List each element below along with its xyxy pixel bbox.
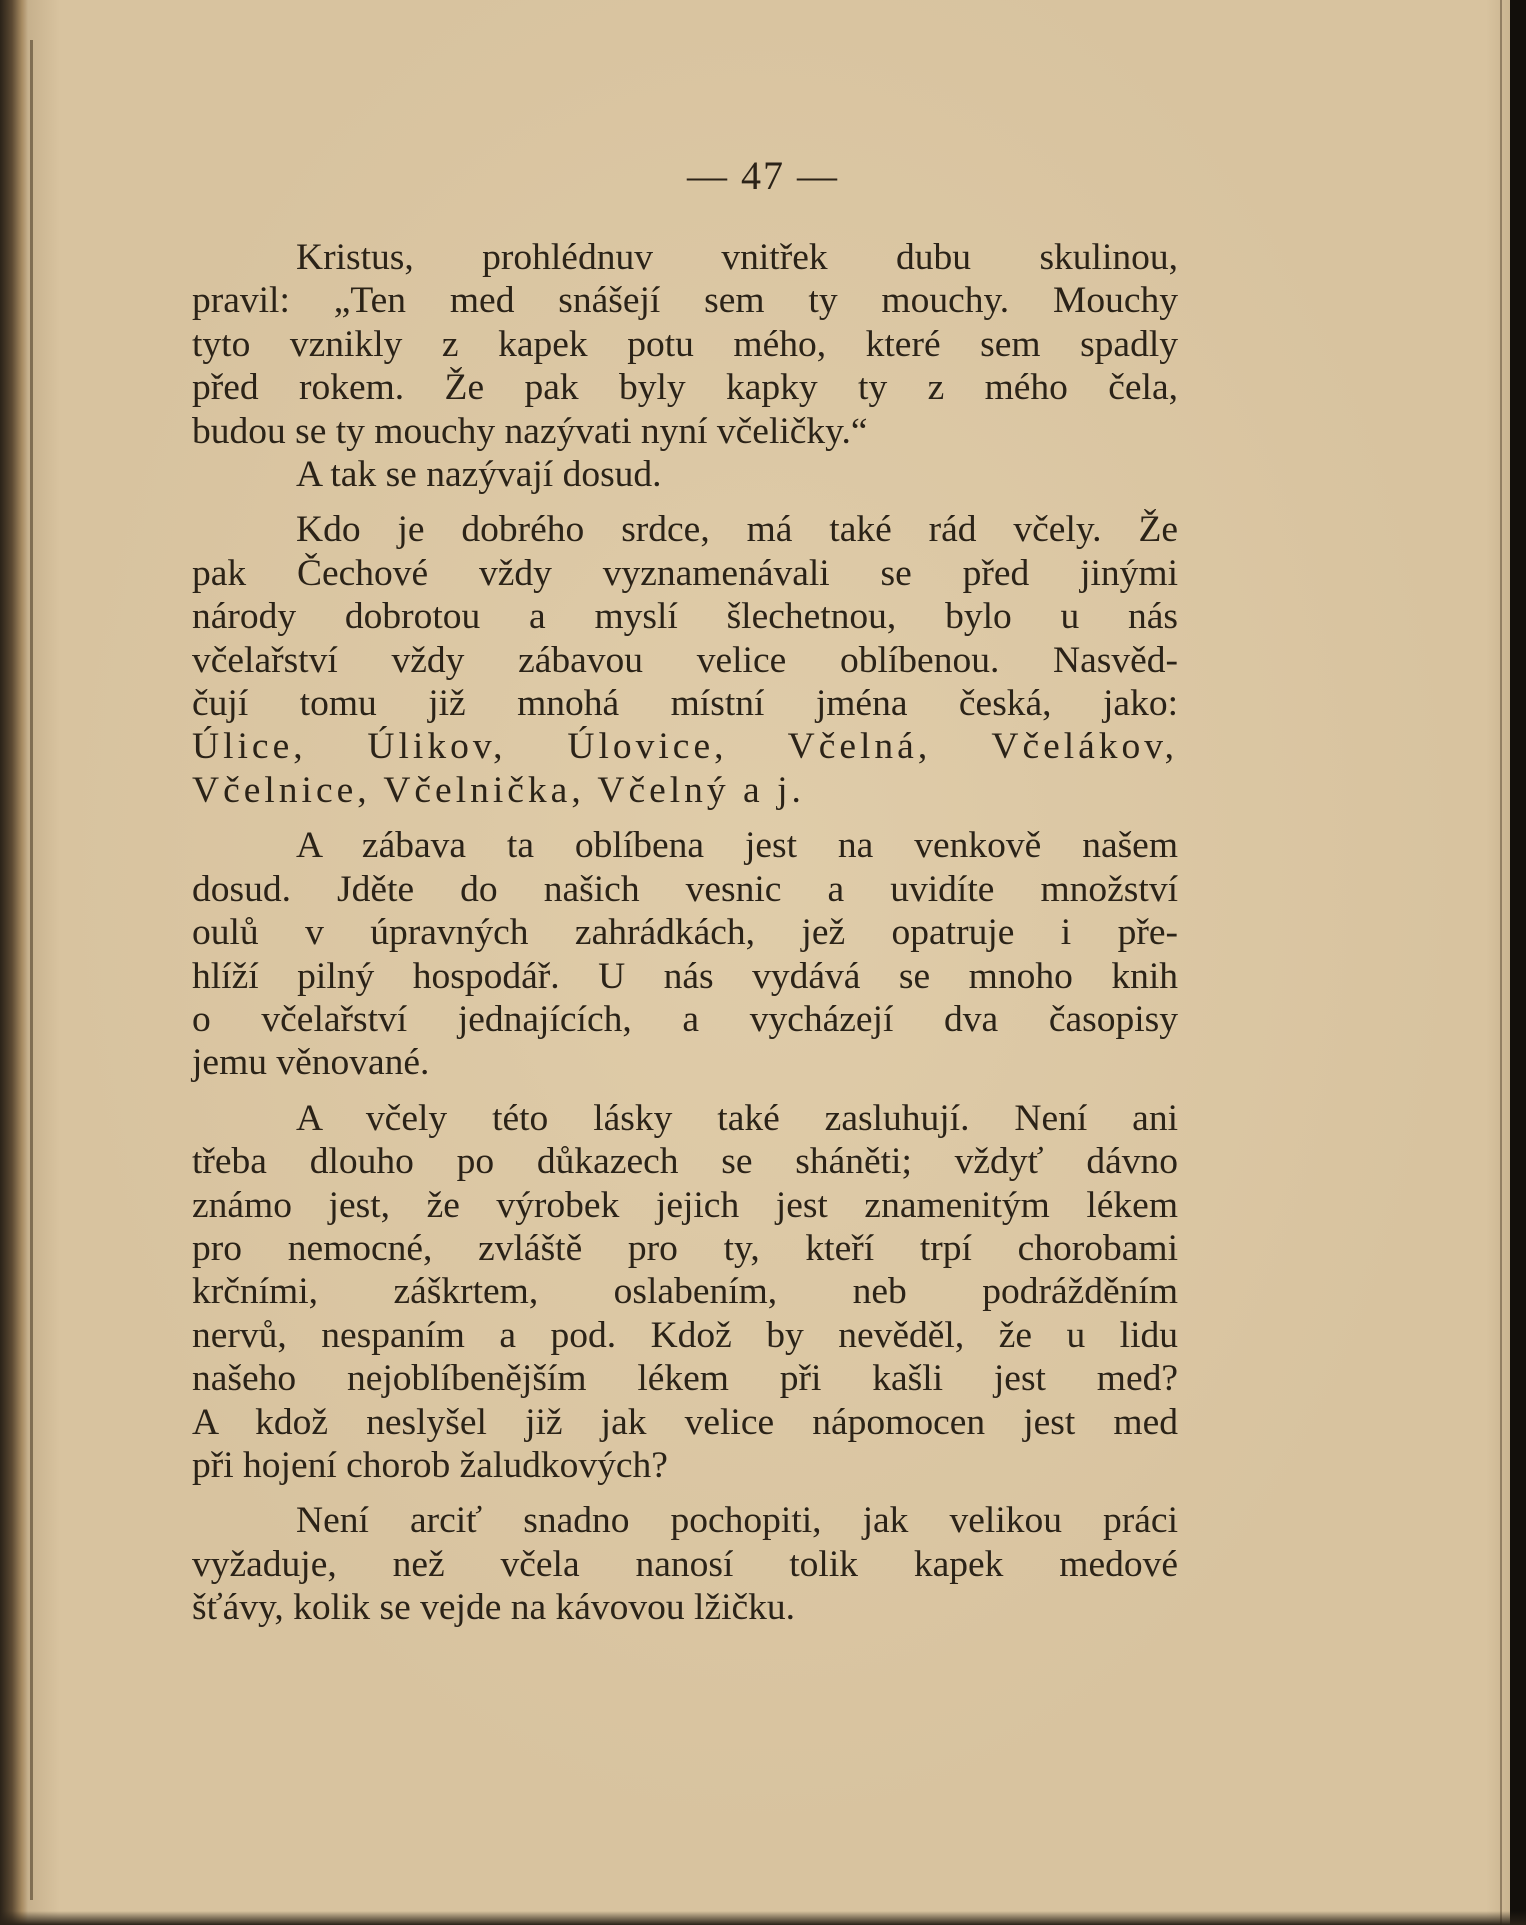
text-line: národy dobrotou a myslí šlechetnou, bylo u nás bbox=[192, 596, 1178, 638]
paragraph bbox=[192, 1499, 1178, 1629]
page-number: — 47 — bbox=[687, 153, 839, 198]
text-line: nervů, nespaním a pod. Kdož by nevěděl, že u lidu bbox=[192, 1314, 1178, 1356]
text-line: A zábava ta oblíbena jest na venkově našem bbox=[296, 825, 1178, 867]
text-line: šťávy, kolik se vejde na kávovou lžičku. bbox=[192, 1587, 796, 1629]
book-spine-shadow bbox=[0, 0, 28, 1925]
page-edge-line bbox=[1500, 0, 1502, 1925]
text-line: včelařství vždy zábavou velice oblíbenou. Nasvěd- bbox=[192, 639, 1178, 681]
text-line: před rokem. Že pak byly kapky ty z mého čela, bbox=[192, 367, 1178, 409]
body-text bbox=[192, 236, 1178, 1630]
text-line: Úlice, Úlikov, Úlovice, Včelná, Včelákov, bbox=[192, 726, 1178, 768]
paragraph bbox=[192, 824, 1178, 1084]
text-line: pak Čechové vždy vyznamenávali se před jinými bbox=[192, 552, 1178, 594]
text-line: A včely této lásky také zasluhují. Není ani bbox=[296, 1097, 1178, 1139]
text-line: budou se ty mouchy nazývati nyní včeličky.“ bbox=[192, 410, 868, 452]
text-line: třeba dlouho po důkazech se sháněti; vždyť dávno bbox=[192, 1141, 1178, 1183]
text-line: pro nemocné, zvláště pro ty, kteří trpí chorobami bbox=[192, 1227, 1178, 1269]
text-line: Včelnice, Včelnička, Včelný a j. bbox=[192, 769, 805, 811]
paragraph bbox=[192, 236, 1178, 453]
paragraph bbox=[192, 453, 1178, 496]
text-line: Není arciť snadno pochopiti, jak velikou práci bbox=[296, 1500, 1178, 1542]
text-line: vyžaduje, než včela nanosí tolik kapek medové bbox=[192, 1543, 1178, 1585]
text-line: při hojení chorob žaludkových? bbox=[192, 1444, 668, 1486]
text-line: dosud. Jděte do našich vesnic a uvidíte množství bbox=[192, 868, 1178, 910]
text-line: hlíží pilný hospodář. U nás vydává se mnoho knih bbox=[192, 955, 1178, 997]
text-line: Kdo je dobrého srdce, má také rád včely. Že bbox=[296, 509, 1178, 551]
text-line: A kdož neslyšel již jak velice nápomocen jest med bbox=[192, 1401, 1178, 1443]
gutter-line bbox=[30, 40, 33, 1900]
text-line: A tak se nazývají dosud. bbox=[296, 454, 662, 496]
text-line: našeho nejoblíbenějším lékem při kašli jest med? bbox=[192, 1358, 1178, 1400]
bottom-shadow bbox=[0, 1911, 1526, 1925]
text-line: čují tomu již mnohá místní jména česká, jako: bbox=[192, 683, 1178, 725]
text-line: o včelařství jednajících, a vycházejí dva časopisy bbox=[192, 998, 1178, 1040]
text-line: známo jest, že výrobek jejich jest znamenitým lékem bbox=[192, 1184, 1178, 1226]
paragraph bbox=[192, 508, 1178, 812]
text-line: tyto vznikly z kapek potu mého, které sem spadly bbox=[192, 323, 1178, 365]
text-line: Kristus, prohlédnuv vnitřek dubu skulinou, bbox=[296, 237, 1178, 278]
scan-border bbox=[1510, 0, 1526, 1925]
text-line: pravil: „Ten med snášejí sem ty mouchy. Mouchy bbox=[192, 280, 1178, 322]
text-line: oulů v úpravných zahrádkách, jež opatruje i pře- bbox=[192, 912, 1178, 954]
paragraph bbox=[192, 1097, 1178, 1488]
text-line: jemu věnované. bbox=[192, 1042, 430, 1084]
text-line: krčními, záškrtem, oslabením, neb podrážděním bbox=[192, 1271, 1178, 1313]
